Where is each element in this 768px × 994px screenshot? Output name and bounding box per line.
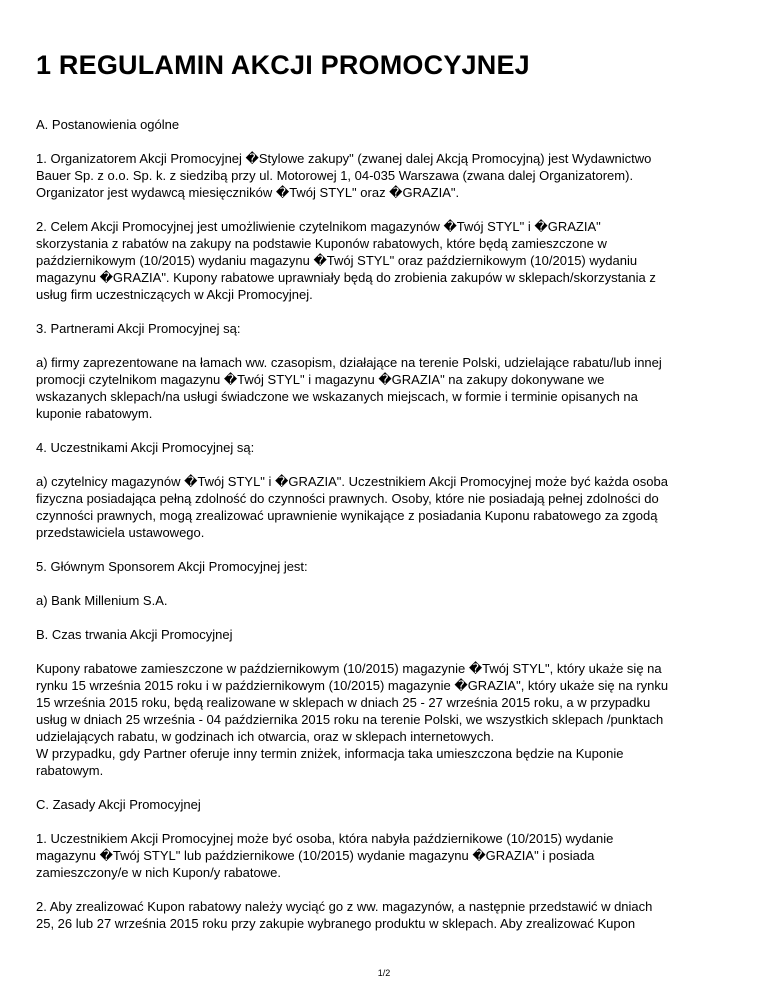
- paragraph-partners-heading: 3. Partnerami Akcji Promocyjnej są:: [36, 321, 241, 336]
- paragraph-partners-a: a) firmy zaprezentowane na łamach ww. czasopism, działające na terenie Polski, udzielające rabatu/lub innej promocji czytelnikom magazynu �Twój STYL" i magazynu �GRAZIA" na zakupy dokonywane we wskazanych sklepach/na usługi świadczone we wskazanych miejscach, w formie i terminie opisanych na kuponie rabatowym.: [36, 355, 662, 421]
- paragraph-purpose: 2. Celem Akcji Promocyjnej jest umożliwienie czytelnikom magazynów �Twój STYL" i �GRAZIA" skorzystania z rabatów na zakupy na podstawie Kuponów rabatowych, które będą zamieszczone w październikowym (10/2015) wydaniu magazynu �Twój STYL" oraz październikowym (10/2015) wydaniu magazynu �GRAZIA". Kupony rabatowe uprawniały będą do zrobienia zakupów w sklepach/skorzystania z usług firm uczestniczących w Akcji Promocyjnej.: [36, 219, 656, 302]
- paragraph-sponsor-heading: 5. Głównym Sponsorem Akcji Promocyjnej jest:: [36, 559, 308, 574]
- paragraph-organizer: 1. Organizatorem Akcji Promocyjnej �Stylowe zakupy" (zwanej dalej Akcją Promocyjną) jest Wydawnictwo Bauer Sp. z o.o. Sp. k. z siedzibą przy ul. Motorowej 1, 04-035 Warszawa (zwana dalej Organizatorem). Organizator jest wydawcą miesięczników �Twój STYL" oraz �GRAZIA".: [36, 151, 652, 200]
- page-number: 1/2: [377, 968, 391, 978]
- paragraph-duration: Kupony rabatowe zamieszczone w październikowym (10/2015) magazynie �Twój STYL", który ukaże się na rynku 15 września 2015 roku i w październikowym (10/2015) magazynie �GRAZIA", który ukaże się na rynku 15 września 2015 roku, będą realizowane w sklepach w dniach 25 - 27 września 2015 roku, a w przypadku usług w dniach 25 września - 04 października 2015 roku na terenie Polski, we wszystkich sklepach /punktach udzielających rabatu, w godzinach ich otwarcia, oraz w sklepach internetowych. W przypadku, gdy Partner oferuje inny termin zniżek, informacja taka umieszczona będzie na Kuponie rabatowym.: [36, 661, 669, 778]
- paragraph-rules-2: 2. Aby zrealizować Kupon rabatowy należy wyciąć go z ww. magazynów, a następnie przedstawić w dniach 25, 26 lub 27 września 2015 roku przy zakupie wybranego produktu w sklepach. Aby zrealizować Kupon: [36, 899, 653, 931]
- section-heading-rules: C. Zasady Akcji Promocyjnej: [36, 797, 201, 812]
- paragraph-participants-a: a) czytelnicy magazynów �Twój STYL" i �GRAZIA". Uczestnikiem Akcji Promocyjnej może być każda osoba fizyczna posiadająca pełną zdolność do czynności prawnych. Osoby, które nie posiadają pełnej zdolności do czynności prawnych, mogą zrealizować uprawnienie wynikające z posiadania Kuponu rabatowego za zgodą przedstawiciela ustawowego.: [36, 474, 668, 540]
- section-heading-general: A. Postanowienia ogólne: [36, 117, 180, 132]
- paragraph-participants-heading: 4. Uczestnikami Akcji Promocyjnej są:: [36, 440, 255, 455]
- section-heading-duration: B. Czas trwania Akcji Promocyjnej: [36, 627, 233, 642]
- paragraph-sponsor-a: a) Bank Millenium S.A.: [36, 593, 168, 608]
- document-body: [36, 116, 736, 949]
- document-title: 1 REGULAMIN AKCJI PROMOCYJNEJ: [36, 50, 530, 80]
- paragraph-rules-1: 1. Uczestnikiem Akcji Promocyjnej może być osoba, która nabyła październikowe (10/2015) wydanie magazynu �Twój STYL" lub październikowe (10/2015) wydanie magazynu �GRAZIA" i posiada zamieszczony/e w nich Kupon/y rabatowe.: [36, 831, 614, 880]
